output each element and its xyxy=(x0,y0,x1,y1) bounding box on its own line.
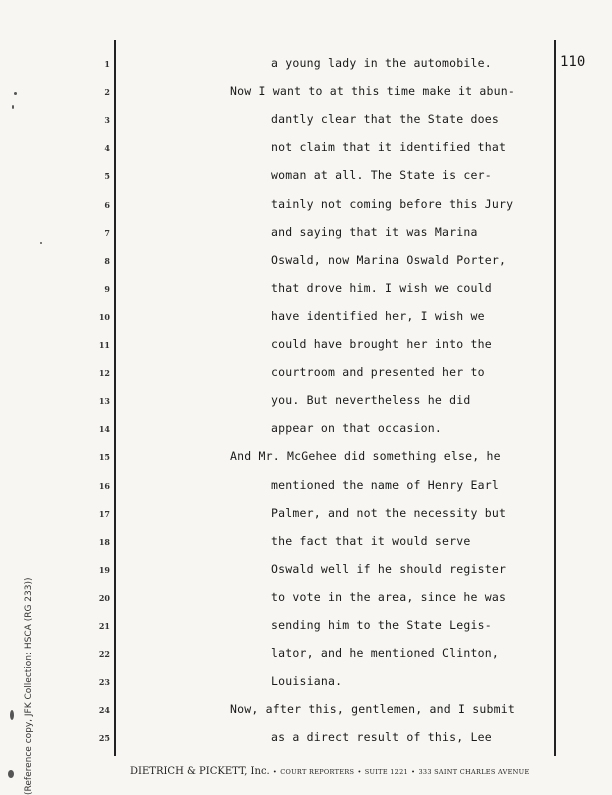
line-number: 20 xyxy=(98,592,110,603)
scan-speck xyxy=(14,92,17,95)
line-number: 7 xyxy=(104,227,110,238)
line-number: 21 xyxy=(98,621,110,631)
transcript-line: Oswald, now Marina Oswald Porter, xyxy=(271,252,507,267)
line-number: 1 xyxy=(104,59,110,69)
line-number: 10 xyxy=(98,311,110,322)
transcript-line: not claim that it identified that xyxy=(271,140,507,155)
scan-speck xyxy=(12,105,14,109)
line-number: 11 xyxy=(98,340,110,350)
footer xyxy=(130,766,560,777)
transcript-line: dantly clear that the State does xyxy=(271,112,499,127)
transcript-line: could have brought her into the xyxy=(271,337,492,351)
line-number: 9 xyxy=(104,283,110,294)
transcript-line: to vote in the area, since he was xyxy=(271,589,507,604)
line-number: 17 xyxy=(98,508,110,519)
line-number: 25 xyxy=(98,733,110,744)
line-number: 18 xyxy=(98,536,110,547)
line-number: 2 xyxy=(104,87,110,98)
transcript-line: sending him to the State Legis- xyxy=(271,618,492,632)
transcript-line: a young lady in the automobile. xyxy=(271,56,492,70)
transcript-line: courtroom and presented her to xyxy=(271,365,485,380)
footer-company: DIETRICH & PICKETT, Inc. xyxy=(130,766,270,777)
transcript-line: have identified her, I wish we xyxy=(271,308,485,323)
line-number: 22 xyxy=(98,649,110,660)
line-number: 4 xyxy=(104,143,110,154)
transcript-line: Now I want to at this time make it abun- xyxy=(230,84,515,99)
page-number: 110 xyxy=(560,54,586,70)
line-number: 24 xyxy=(98,705,110,716)
transcript-line: lator, and he mentioned Clinton, xyxy=(271,646,499,661)
line-number: 6 xyxy=(104,199,110,210)
transcript-line: Louisiana. xyxy=(271,674,343,689)
line-number: 3 xyxy=(104,115,110,126)
transcript-line: the fact that it would serve xyxy=(271,533,471,548)
transcript-line: woman at all. The State is cer- xyxy=(271,168,492,183)
line-number: 13 xyxy=(98,396,110,407)
line-number: 8 xyxy=(104,255,110,266)
transcript-line: as a direct result of this, Lee xyxy=(271,730,492,745)
transcript-line: appear on that occasion. xyxy=(271,421,442,436)
scan-speck xyxy=(10,710,14,720)
line-number: 16 xyxy=(98,480,110,491)
archive-stamp: (Reference copy, JFK Collection: HSCA (RG 233)) xyxy=(24,577,34,795)
transcript-line: Now, after this, gentlemen, and I submit xyxy=(230,702,515,717)
scan-speck xyxy=(40,242,42,244)
line-number: 15 xyxy=(98,452,110,463)
transcript-line: that drove him. I wish we could xyxy=(271,280,492,295)
line-number: 12 xyxy=(98,368,110,379)
transcript-line: you. But nevertheless he did xyxy=(271,393,471,408)
line-number: 23 xyxy=(98,677,110,688)
line-number: 5 xyxy=(104,171,110,182)
transcript-line: And Mr. McGehee did something else, he xyxy=(230,449,501,464)
transcript-line: Oswald well if he should register xyxy=(271,561,507,576)
transcript-line: mentioned the name of Henry Earl xyxy=(271,477,499,492)
scan-speck xyxy=(8,770,14,778)
transcript-line: tainly not coming before this Jury xyxy=(271,196,514,211)
footer-bullet-3: • xyxy=(411,768,416,776)
footer-address: 333 SAINT CHARLES AVENUE xyxy=(418,768,530,776)
footer-suite: SUITE 1221 xyxy=(364,768,408,776)
line-number: 19 xyxy=(98,564,110,575)
footer-service: COURT REPORTERS xyxy=(280,768,355,776)
transcript-line: and saying that it was Marina xyxy=(271,224,478,239)
footer-bullet-1: • xyxy=(272,768,278,776)
transcript-line: Palmer, and not the necessity but xyxy=(271,505,507,520)
line-number: 14 xyxy=(98,424,110,435)
footer-bullet-2: • xyxy=(357,768,362,776)
